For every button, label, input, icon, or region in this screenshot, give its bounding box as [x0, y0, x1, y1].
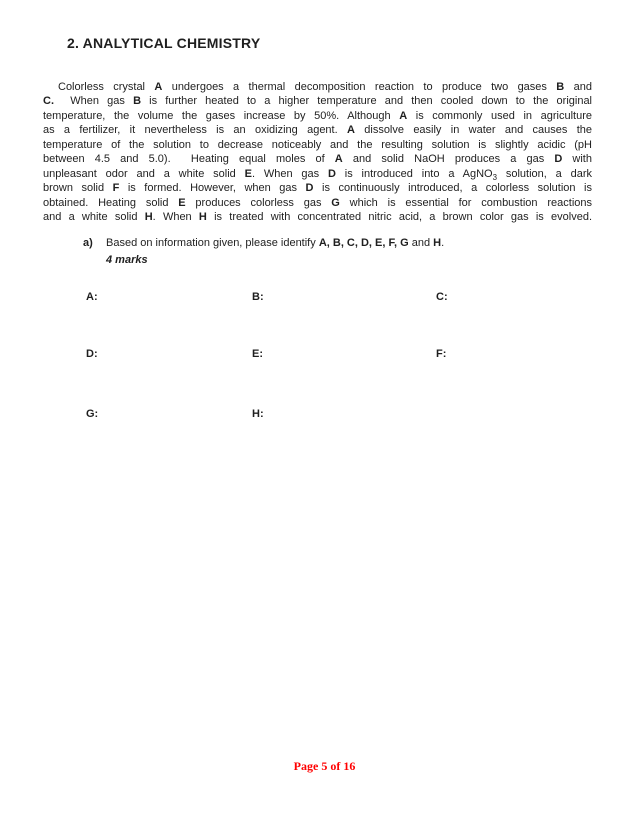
answer-label-g: G:: [86, 408, 99, 420]
question-text: Based on information given, please identify A, B, C, D, E, F, G and H.: [106, 237, 445, 249]
answer-label-b: B:: [252, 291, 264, 303]
answer-label-h: H:: [252, 408, 264, 420]
paragraph-line-4: as a fertilizer, it nevertheless is an oxidizing agent. A dissolve easily in water and causes the: [43, 124, 592, 137]
paragraph-line-10: and a white solid H. When H is treated with concentrated nitric acid, a brown color gas is evolved.: [43, 211, 593, 224]
paragraph-line-1: Colorless crystal A undergoes a thermal decomposition reaction to produce two gases B and: [58, 81, 592, 93]
marks-label: 4 marks: [106, 254, 148, 267]
paragraph-line-2: C. When gas B is further heated to a higher temperature and then cooled down to the original: [43, 95, 593, 108]
question-line: [83, 236, 563, 250]
paragraph-line-5: temperature of the solution to decrease noticeably and the resulting solution is slightly acidic (pH: [43, 138, 592, 151]
paragraph-line-6: between 4.5 and 5.0). Heating equal moles of A and solid NaOH produces a gas D with: [43, 153, 592, 166]
paragraph-line-9: obtained. Heating solid E produces colorless gas G which is essential for combustion reactions: [43, 196, 592, 209]
answer-label-d: D:: [86, 348, 98, 360]
section-title: 2. ANALYTICAL CHEMISTRY: [67, 35, 261, 51]
answer-label-f: F:: [436, 348, 447, 360]
question-item-label: a): [83, 237, 93, 249]
answer-label-a: A:: [86, 291, 98, 303]
page-number-footer: Page 5 of 16: [293, 759, 356, 773]
paragraph-line-8: brown solid F is formed. However, when gas D is continuously introduced, a colorless solution is: [43, 182, 592, 195]
sub-question-a: [83, 236, 563, 268]
answer-label-c: C:: [436, 291, 448, 303]
paragraph-line-3: temperature, the volume the gases increase by 50%. Although A is commonly used in agriculture: [43, 109, 592, 122]
paragraph-line-7: unpleasant odor and a white solid E. When gas D is introduced into a AgNO$_3$ solution, a dark: [43, 167, 593, 182]
answer-label-e: E:: [252, 348, 263, 360]
problem-statement-paragraph: [43, 80, 592, 225]
